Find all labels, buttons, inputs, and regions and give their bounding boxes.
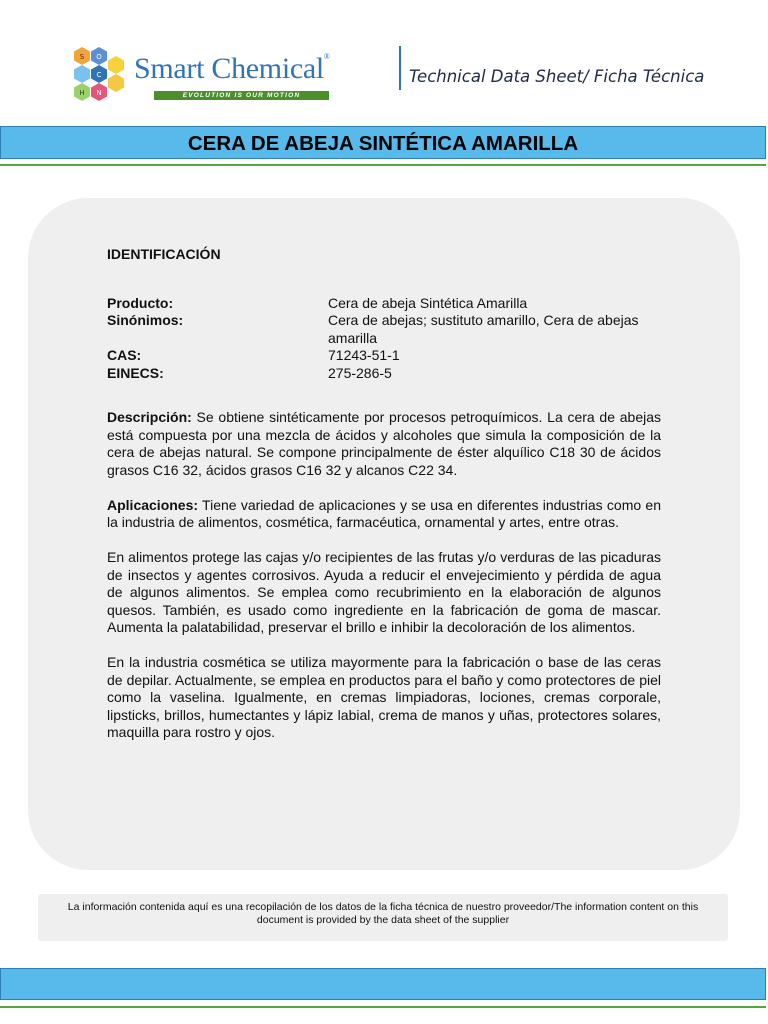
id-row-product	[107, 295, 661, 313]
id-row-cas	[107, 347, 661, 365]
identification-heading: IDENTIFICACIÓN	[107, 246, 221, 262]
id-row-einecs	[107, 365, 661, 383]
identification-table	[107, 295, 661, 383]
id-label: EINECS:	[107, 364, 164, 381]
title-underline	[0, 164, 766, 166]
company-name-text: Smart Chemical	[134, 52, 324, 85]
cosmetic-uses-paragraph: En la industria cosmética se utiliza mayormente para la fabricación o base de las ceras de depilar. Actualmente, se emplea en productos para el baño y como protectores de piel como la vaselina. Igualmente, en cremas limpiadoras, lociones, cremas corporale, lipsticks, brillos, humectantes y lápiz labial, crema de manos y uñas, protectores solares, maquilla para rostro y ojos.	[107, 654, 661, 740]
bottom-underline	[0, 1006, 766, 1008]
product-title: CERA DE ABEJA SINTÉTICA AMARILLA	[187, 132, 579, 155]
applications-text: Tiene variedad de aplicaciones y se usa en diferentes industrias como en la industria de alimentos, cosmética, farmacéutica, ornamental y artes, entre otras.	[107, 496, 661, 530]
content-body	[107, 246, 661, 742]
food-uses-paragraph: En alimentos protege las cajas y/o recipientes de las frutas y/o verduras de las picaduras de insectos y agentes corrosivos. Ayuda a reducir el envejecimiento y pérdida de agua de algunos alimentos. Se emplea como recubrimiento en la elaboración de algunos quesos. También, es usado como ingrediente en la fabricación de goma de mascar. Aumenta la palatabilidad, preservar el brillo e inhibir la decoloración de los alimentos.	[107, 549, 661, 635]
logo-letter-n: N	[96, 89, 102, 97]
id-value: Cera de abeja Sintética Amarilla	[328, 294, 528, 311]
company-slogan: EVOLUTION IS OUR MOTION	[154, 91, 329, 100]
id-value: 275-286-5	[328, 364, 392, 381]
logo-letter-h: H	[79, 89, 85, 97]
id-label: Sinónimos:	[107, 312, 184, 328]
id-value: Cera de abejas; sustituto amarillo, Cera de abejas amarilla	[328, 312, 639, 346]
title-bar	[0, 126, 766, 159]
hexagon-molecule-icon	[64, 42, 136, 112]
bottom-bar	[0, 968, 766, 1000]
company-logo	[64, 42, 344, 112]
description-text: Se obtiene sintéticamente por procesos petroquímicos. La cera de abejas está compuesta por una mezcla de ácidos y alcoholes que simula la composición de la cera de abejas natural. Se compone principalmente de éster alquílico C18 30 de ácidos grasos C16 32, ácidos grasos C16 32 y alcanos C22 34.	[107, 409, 661, 478]
id-row-synonyms	[107, 312, 661, 347]
company-name	[134, 52, 330, 86]
logo-letter-o: O	[96, 53, 102, 61]
id-value: 71243-51-1	[328, 347, 400, 363]
applications-paragraph	[107, 497, 661, 532]
logo-letter-c: C	[96, 71, 102, 79]
logo-letter-s: S	[79, 53, 85, 61]
description-label: Descripción:	[107, 409, 192, 425]
id-label: CAS:	[107, 347, 142, 363]
description-paragraph	[107, 409, 661, 479]
id-label: Producto:	[107, 294, 174, 311]
applications-label: Aplicaciones:	[107, 496, 199, 513]
document-type-label: Technical Data Sheet/ Ficha Técnica	[409, 67, 705, 86]
registered-mark: ®	[323, 52, 330, 61]
footer-disclaimer: La información contenida aquí es una recopilación de los datos de la ficha técnica de nuestro proveedor/The information content on this document is provided by the data sheet of the supplier	[38, 894, 728, 941]
header-divider	[399, 46, 401, 90]
